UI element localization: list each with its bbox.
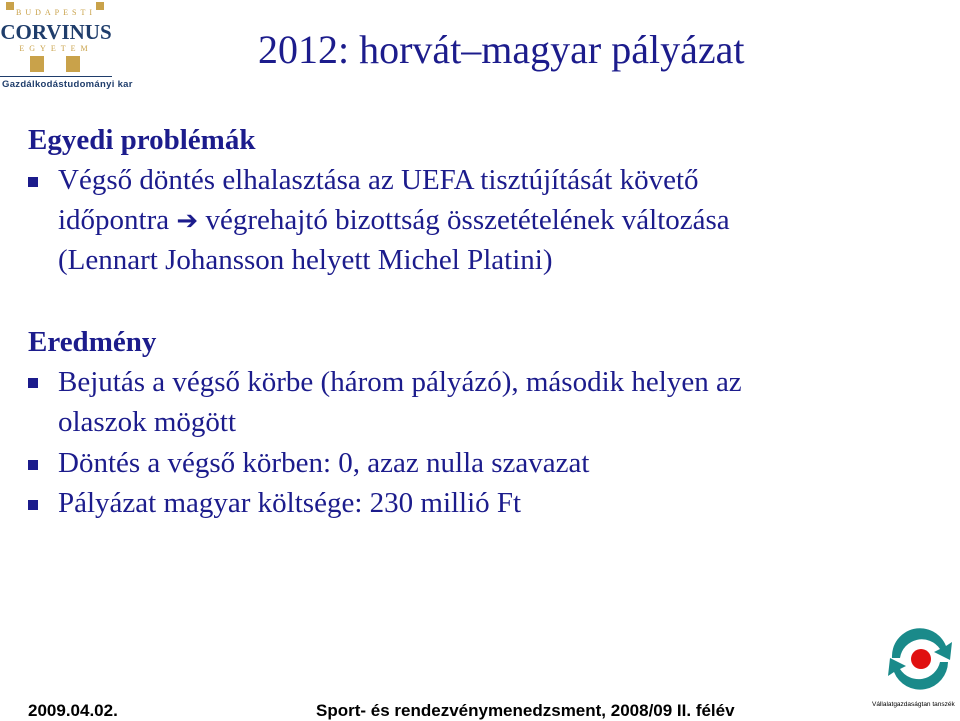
department-logo-icon xyxy=(884,622,956,694)
section-heading-result: Eredmény xyxy=(28,326,157,358)
bullet-text-line: Végső döntés elhalasztása az UEFA tisztújítását követő xyxy=(58,164,699,196)
bullet-text-line: Döntés a végső körben: 0, azaz nulla szavazat xyxy=(58,447,590,479)
bullet-text-line: Bejutás a végső körbe (három pályázó), második helyen az xyxy=(58,366,742,398)
logo-sub-text: EGYETEM xyxy=(19,44,93,53)
bullet-marker xyxy=(28,177,38,187)
bullet-text-line: olaszok mögött xyxy=(58,406,237,438)
slide-title: 2012: horvát–magyar pályázat xyxy=(258,27,745,72)
bullet-text-segment: időpontra xyxy=(58,204,177,236)
bullet-text-line: (Lennart Johansson helyett Michel Platini) xyxy=(58,244,553,276)
logo-faculty-text: Gazdálkodástudományi kar xyxy=(2,79,133,90)
bullet-marker xyxy=(28,500,38,510)
footer-date: 2009.04.02. xyxy=(28,701,118,720)
bullet-text-line xyxy=(58,204,730,237)
section-heading-problems: Egyedi problémák xyxy=(28,124,256,156)
bullet-marker xyxy=(28,460,38,470)
logo-top-text: BUDAPESTI xyxy=(15,8,96,17)
corvinus-logo xyxy=(0,0,133,92)
bullet-text-line: Pályázat magyar költsége: 230 millió Ft xyxy=(58,487,522,519)
logo-tower-left xyxy=(30,56,44,72)
logo-red-dot xyxy=(911,649,931,669)
right-arrow-icon: ➔ xyxy=(176,206,199,236)
footer-course: Sport- és rendezvénymenedzsment, 2008/09 II. félév xyxy=(316,701,735,720)
logo-tower-right xyxy=(66,56,80,72)
logo-main-text: CORVINUS xyxy=(0,20,112,44)
logo-rule xyxy=(0,76,112,77)
bullet-text-segment: végrehajtó bizottság összetételének változása xyxy=(198,204,730,236)
department-label: Vállalatgazdaságtan tanszék xyxy=(872,701,955,708)
bullet-marker xyxy=(28,378,38,388)
